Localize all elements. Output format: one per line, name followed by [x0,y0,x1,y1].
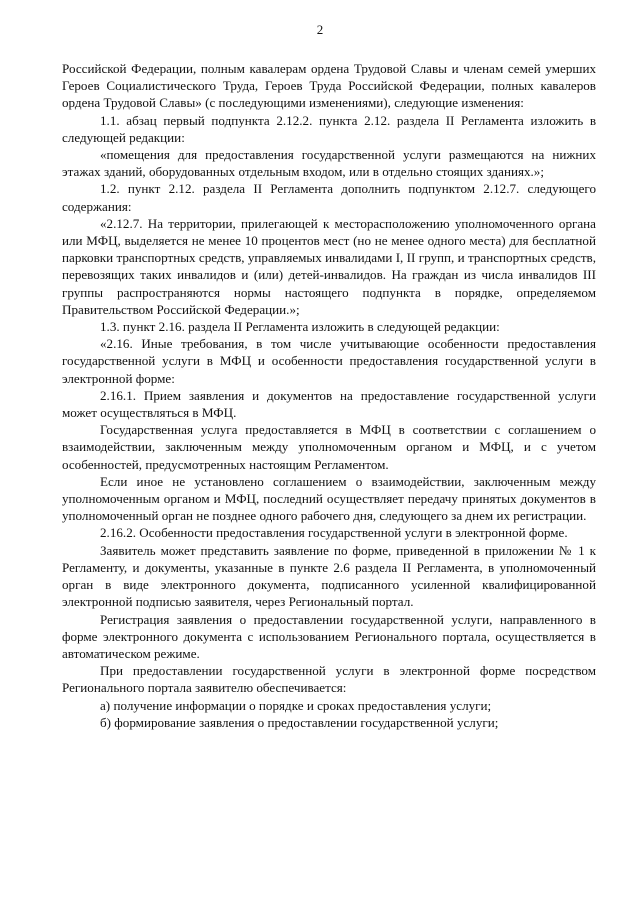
paragraph: Российской Федерации, полным кавалерам ордена Трудовой Славы и членам семей умерших Героев Социалистического Труда, Героев Труда Российской Федерации, полных кавалеров ордена Трудовой Славы» (с последующими изменениями), следующие изменения: [62,61,596,111]
paragraph: 1.3. пункт 2.16. раздела II Регламента изложить в следующей редакции: [100,319,500,335]
paragraph: «2.12.7. На территории, прилегающей к месторасположению уполномоченного органа или МФЦ, выделяется не менее 10 процентов мест (но не менее одного места) для бесплатной парковки транспортных средств, управляемых инвалидами I, II групп, и транспортных средств, перевозящих таких инвалидов и (или) детей-инвалидов. На граждан из числа инвалидов III группы распространяются нормы настоящего подпункта в порядке, определяемом Правительством Российской Федерации.»; [62,215,596,317]
paragraph: «2.16. Иные требования, в том числе учитывающие особенности предоставления государственной услуги в МФЦ и особенности предоставления государственной услуги в электронной форме: [62,336,596,386]
document-body [62,60,596,731]
paragraph: 2.16.2. Особенности предоставления государственной услуги в электронной форме. [100,525,568,541]
paragraph: Если иное не установлено соглашением о взаимодействии, заключенным между уполномоченным органом и МФЦ, последний осуществляет передачу принятых документов в уполномоченный орган не позднее одного рабочего дня, следующего за днем их регистрации. [62,473,596,524]
paragraph: «помещения для предоставления государственной услуги размещаются на нижних этажах зданий, оборудованных отдельным входом, или в отдельно стоящих зданиях.»; [62,147,596,180]
paragraph: б) формирование заявления о предоставлении государственной услуги; [100,714,499,730]
paragraph: Заявитель может представить заявление по форме, приведенной в приложении № 1 к Регламенту, и документы, указанные в пункте 2.6 раздела II Регламента, в уполномоченный орган в виде электронного документа, подписанного усиленной квалифицированной электронной подписью заявителя, через Региональный портал. [62,542,596,610]
paragraph: 2.16.1. Прием заявления и документов на предоставление государственной услуги может осуществляться в МФЦ. [62,387,596,421]
page-number: 2 [316,22,324,37]
paragraph: При предоставлении государственной услуги в электронной форме посредством Регионального портала заявителю обеспечивается: [62,663,596,696]
paragraph: Государственная услуга предоставляется в МФЦ в соответствии с соглашением о взаимодействии, заключенным между уполномоченным органом и МФЦ, и с учетом особенностей, предусмотренных настоящим Регламентом. [62,422,596,472]
paragraph: 1.1. абзац первый подпункта 2.12.2. пункта 2.12. раздела II Регламента изложить в следующей редакции: [62,112,596,145]
paragraph: Регистрация заявления о предоставлении государственной услуги, направленного в форме электронного документа с использованием Регионального портала, осуществляется в автоматическом режиме. [62,611,596,661]
paragraph: 1.2. пункт 2.12. раздела II Регламента дополнить подпунктом 2.12.7. следующего содержания: [62,181,596,214]
paragraph: а) получение информации о порядке и сроках предоставления услуги; [100,697,492,713]
